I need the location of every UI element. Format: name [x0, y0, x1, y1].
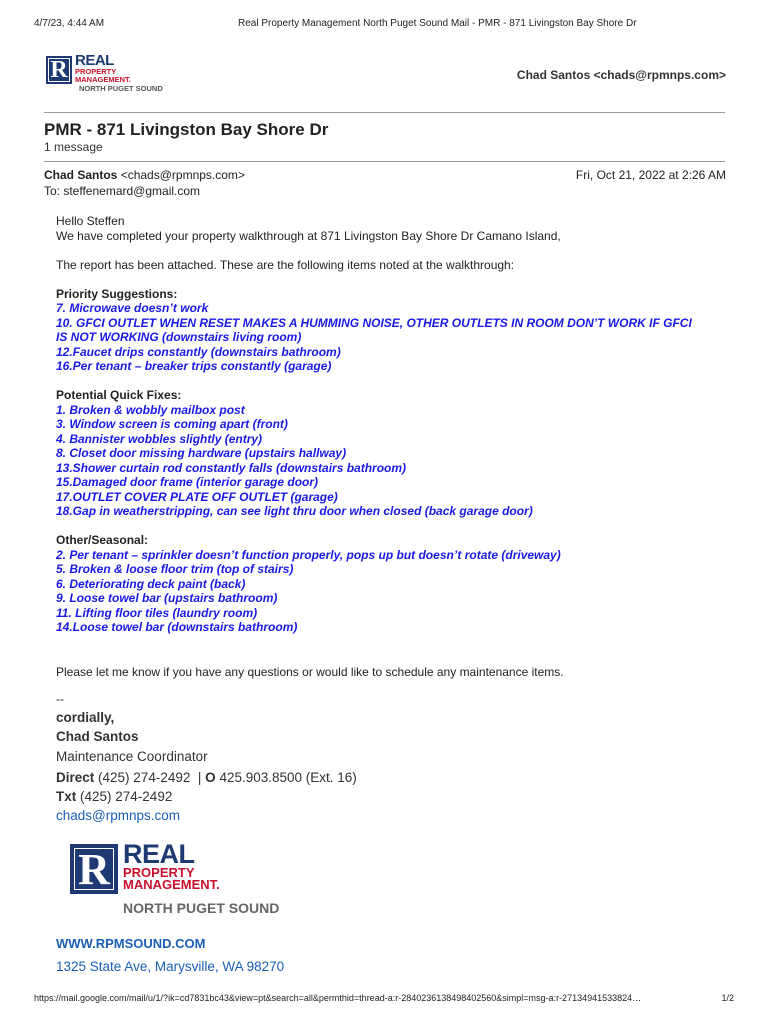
- office-phone: 425.903.8500 (Ext. 16): [219, 770, 357, 785]
- sent-date: Fri, Oct 21, 2022 at 2:26 AM: [575, 168, 726, 182]
- logo-real: REAL: [75, 52, 114, 69]
- message-count: 1 message: [44, 140, 103, 154]
- list-item: 4. Bannister wobbles slightly (entry): [56, 431, 263, 446]
- list-item: 12.Faucet drips constantly (downstairs bathroom): [56, 344, 341, 359]
- logo-property: PROPERTY: [75, 67, 117, 76]
- recipient: To: steffenemard@gmail.com: [44, 184, 201, 198]
- report-note: The report has been attached. These are the following items noted at the walkthrough:: [56, 257, 515, 272]
- list-item: 16.Per tenant – breaker trips constantly (garage): [56, 359, 332, 373]
- list-item: 18.Gap in weatherstripping, can see light thru door when closed (back garage door): [56, 504, 533, 518]
- list-item: 1. Broken & wobbly mailbox post: [56, 402, 245, 417]
- logo-r-mark: R: [70, 844, 118, 894]
- list-item: 5. Broken & loose floor trim (top of stairs): [56, 562, 294, 576]
- sender-name: Chad Santos: [44, 168, 118, 182]
- account-identity: Chad Santos <chads@rpmnps.com>: [516, 68, 726, 82]
- signature-phones: [56, 770, 357, 785]
- logo-north-puget-sound: NORTH PUGET SOUND: [79, 84, 163, 93]
- signature-separator: --: [56, 692, 64, 706]
- footer-url: https://mail.google.com/mail/u/1/?ik=cd7831bc43&view=pt&search=all&permthid=thread-a:r-2840236138498402560&simpl=msg-a:r-27134941533824…: [34, 993, 642, 1003]
- logo-management: MANAGEMENT.: [75, 74, 131, 84]
- list-item: 13.Shower curtain rod constantly falls (downstairs bathroom): [56, 460, 407, 475]
- logo-real: REAL: [123, 839, 195, 869]
- logo-management: MANAGEMENT.: [123, 877, 220, 892]
- signature-email-link[interactable]: chads@rpmnps.com: [56, 808, 180, 823]
- signature-role: Maintenance Coordinator: [56, 749, 208, 764]
- thread-subject: PMR - 871 Livingston Bay Shore Dr: [44, 120, 329, 139]
- txt-phone: (425) 274-2492: [80, 789, 173, 804]
- list-item: 2. Per tenant – sprinkler doesn’t function properly, pops up but doesn’t rotate (driveway): [56, 547, 561, 562]
- company-logo: [46, 54, 163, 94]
- sender-email: <chads@rpmnps.com>: [120, 168, 245, 182]
- list-item: 6. Deteriorating deck paint (back): [56, 576, 246, 591]
- priority-title: Priority Suggestions:: [56, 286, 178, 301]
- print-datetime: 4/7/23, 4:44 AM: [34, 18, 105, 29]
- list-item: 7. Microwave doesn’t work: [56, 301, 209, 315]
- closing-text: Please let me know if you have any questions or would like to schedule any maintenance items.: [56, 665, 564, 679]
- list-item: IS NOT WORKING (downstairs living room): [56, 330, 302, 344]
- direct-phone: (425) 274-2492: [98, 770, 191, 785]
- intro-text: We have completed your property walkthrough at 871 Livingston Bay Shore Dr Camano Island,: [56, 228, 561, 243]
- divider: [44, 161, 725, 162]
- signature-text-phone: [56, 789, 172, 804]
- seasonal-title: Other/Seasonal:: [56, 533, 149, 547]
- print-header: [0, 18, 768, 32]
- list-item: 8. Closet door missing hardware (upstairs hallway): [56, 446, 347, 460]
- greeting: Hello Steffen: [56, 214, 125, 228]
- quick-fixes-title: Potential Quick Fixes:: [56, 388, 182, 402]
- office-label: O: [205, 770, 216, 785]
- list-item: 3. Window screen is coming apart (front): [56, 417, 288, 431]
- logo-property: PROPERTY: [123, 865, 195, 880]
- list-item: 10. GFCI OUTLET WHEN RESET MAKES A HUMMING NOISE, OTHER OUTLETS IN ROOM DON’T WORK IF GFCI: [56, 315, 692, 330]
- signature-name: Chad Santos: [56, 729, 139, 744]
- list-item: 9. Loose towel bar (upstairs bathroom): [56, 591, 278, 605]
- direct-label: Direct: [56, 770, 95, 785]
- list-item: 11. Lifting floor tiles (laundry room): [56, 605, 258, 620]
- sender: [44, 168, 245, 182]
- company-logo-large: [70, 839, 280, 917]
- list-item: 15.Damaged door frame (interior garage door): [56, 475, 319, 489]
- page-number: 1/2: [721, 993, 734, 1003]
- office-address: 1325 State Ave, Marysville, WA 98270: [56, 959, 285, 974]
- logo-r-mark: R: [46, 56, 72, 84]
- message-body: [56, 214, 736, 635]
- website-link[interactable]: WWW.RPMSOUND.COM: [56, 936, 206, 951]
- list-item: 14.Loose towel bar (downstairs bathroom): [56, 620, 298, 634]
- sign-off: cordially,: [56, 710, 115, 725]
- print-title: Real Property Management North Puget Sound Mail - PMR - 871 Livingston Bay Shore Dr: [238, 18, 637, 29]
- divider: [44, 112, 725, 113]
- txt-label: Txt: [56, 789, 77, 804]
- phone-separator: |: [197, 770, 202, 785]
- logo-north-puget-sound: NORTH PUGET SOUND: [123, 900, 280, 916]
- list-item: 17.OUTLET COVER PLATE OFF OUTLET (garage): [56, 489, 338, 504]
